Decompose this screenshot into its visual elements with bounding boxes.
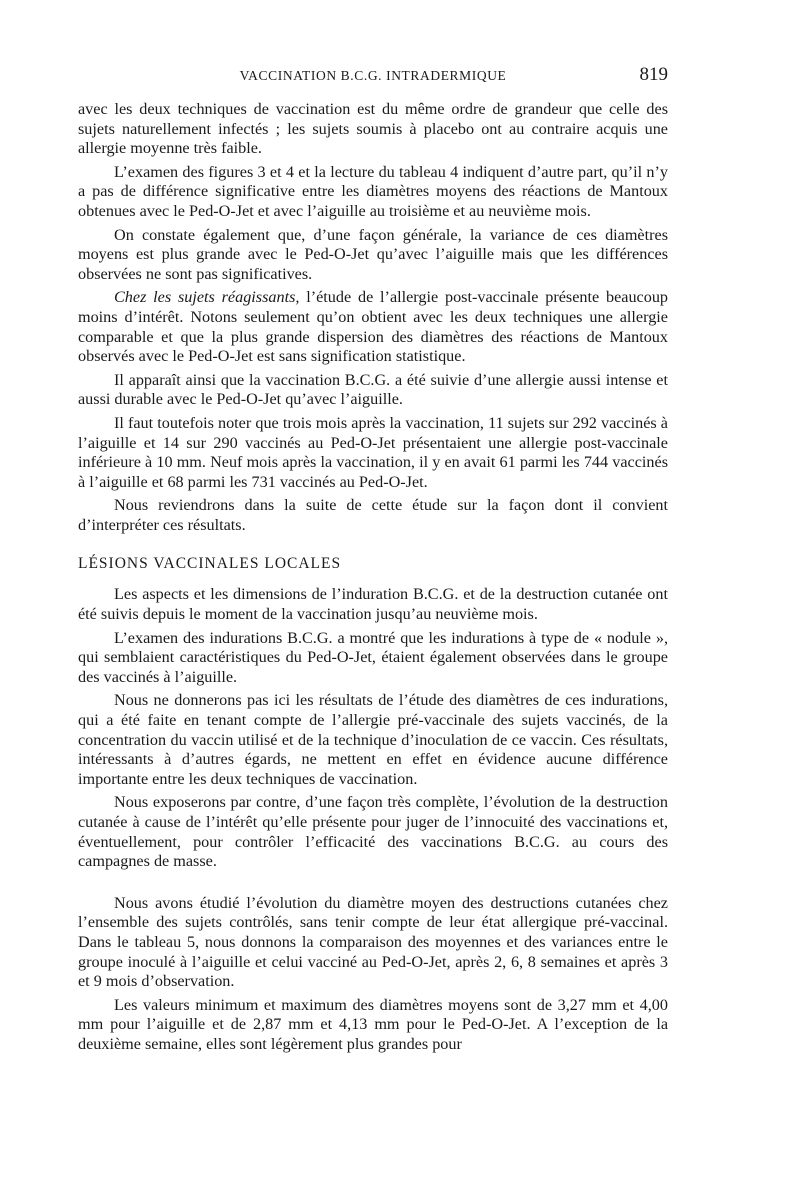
paragraph-variance: On constate également que, d’une façon générale, la variance de ces diamètres moyens est plus grande avec le Ped-O-Jet qu’avec l’aiguille mais que les différences observées ne sont pas significatives. bbox=[78, 225, 668, 283]
paragraph-counts: Il faut toutefois noter que trois mois après la vaccination, 11 sujets sur 292 vaccinés à l’aiguille et 14 sur 290 vaccinés au Ped-O-Jet présentaient une allergie post-vaccinale inférieure à 10 mm. Neuf mois après la vaccination, il y en avait 61 parmi les 744 vaccinés à l’aiguille et 68 parmi les 731 vaccinés au Ped-O-Jet. bbox=[78, 413, 668, 491]
paragraph-figures: L’examen des figures 3 et 4 et la lecture du tableau 4 indiquent d’autre part, qu’il n’y a pas de différence significative entre les diamètres moyens des réactions de Mantoux obtenues avec le Ped-O-Jet et avec l’aiguille au troisième et au neuvième mois. bbox=[78, 162, 668, 220]
paragraph-body-text: l’étude de l’allergie post-vaccinale présente beaucoup moins d’intérêt. Notons seulement qu’on obtient avec les deux techniques une allergie comparable et que la plus grande dispersion des diamètres des réactions de Mantoux observés avec le Ped-O-Jet est sans signification statistique. bbox=[78, 288, 669, 366]
running-header bbox=[78, 64, 668, 92]
paragraph-diameters: Nous ne donnerons pas ici les résultats de l’étude des diamètres de ces indurations, qui a été faite en tenant compte de l’allergie pré-vaccinale des sujets vaccinés, de la concentration du vaccin utilisé et de la technique d’inoculation de ce vaccin. Ces résultats, intéressants à d’autres égards, ne mettent en effet en évidence aucune différence importante entre les deux techniques de vaccination. bbox=[78, 691, 668, 788]
running-title: VACCINATION B.C.G. INTRADERMIQUE bbox=[239, 68, 507, 83]
paragraph-min-max: Les valeurs minimum et maximum des diamètres moyens sont de 3,27 mm et 4,00 mm pour l’aiguille et de 2,87 mm et 4,13 mm pour le Ped-O-Jet. A l’exception de la deuxième semaine, elles sont légèrement plus grandes pour bbox=[78, 995, 668, 1053]
paragraph-conclusion: Il apparaît ainsi que la vaccination B.C.G. a été suivie d’une allergie aussi intense et aussi durable avec le Ped-O-Jet qu’avec l’aiguille. bbox=[78, 370, 668, 409]
paragraph-continued: avec les deux techniques de vaccination est du même ordre de grandeur que celle des sujets naturellement infectés ; les sujets soumis à placebo ont au contraire acquis une allergie moyenne très faible. bbox=[78, 100, 668, 158]
document-page bbox=[78, 64, 668, 1059]
paragraph-evolution: Nous avons étudié l’évolution du diamètre moyen des destructions cutanées chez l’ensemble des sujets contrôlés, sans tenir compte de leur état allergique pré-vaccinal. Dans le tableau 5, nous donnons la comparaison des moyennes et des variances entre le groupe inoculé à l’aiguille et celui vacciné au Ped-O-Jet, après 2, 6, 8 semaines et après 3 et 9 mois d’observation. bbox=[78, 893, 668, 991]
page-number: 819 bbox=[639, 64, 668, 85]
paragraph-gap bbox=[78, 876, 668, 894]
paragraph-indurations: L’examen des indurations B.C.G. a montré que les indurations à type de « nodule », qui semblaient caractéristiques du Ped-O-Jet, étaient également observées dans le groupe des vaccinés à l’aiguille. bbox=[78, 628, 668, 686]
paragraph-followup: Nous reviendrons dans la suite de cette étude sur la façon dont il convient d’interpréter ces résultats. bbox=[78, 496, 668, 534]
italic-lead-text: Chez les sujets réagissants, bbox=[114, 288, 300, 307]
paragraph-destruction: Nous exposerons par contre, d’une façon très complète, l’évolution de la destruction cutanée à cause de l’intérêt qu’elle présente pour juger de l’innocuité des vaccinations et, éventuellement, pour contrôler l’efficacité des vaccinations B.C.G. au cours des campagnes de masse. bbox=[78, 793, 668, 871]
section-heading: LÉSIONS VACCINALES LOCALES bbox=[78, 555, 342, 573]
paragraph-aspects: Les aspects et les dimensions de l’induration B.C.G. et de la destruction cutanée ont été suivis depuis le moment de la vaccination jusqu’au neuvième mois. bbox=[78, 585, 668, 624]
paragraph-reactive-subjects bbox=[78, 288, 668, 366]
